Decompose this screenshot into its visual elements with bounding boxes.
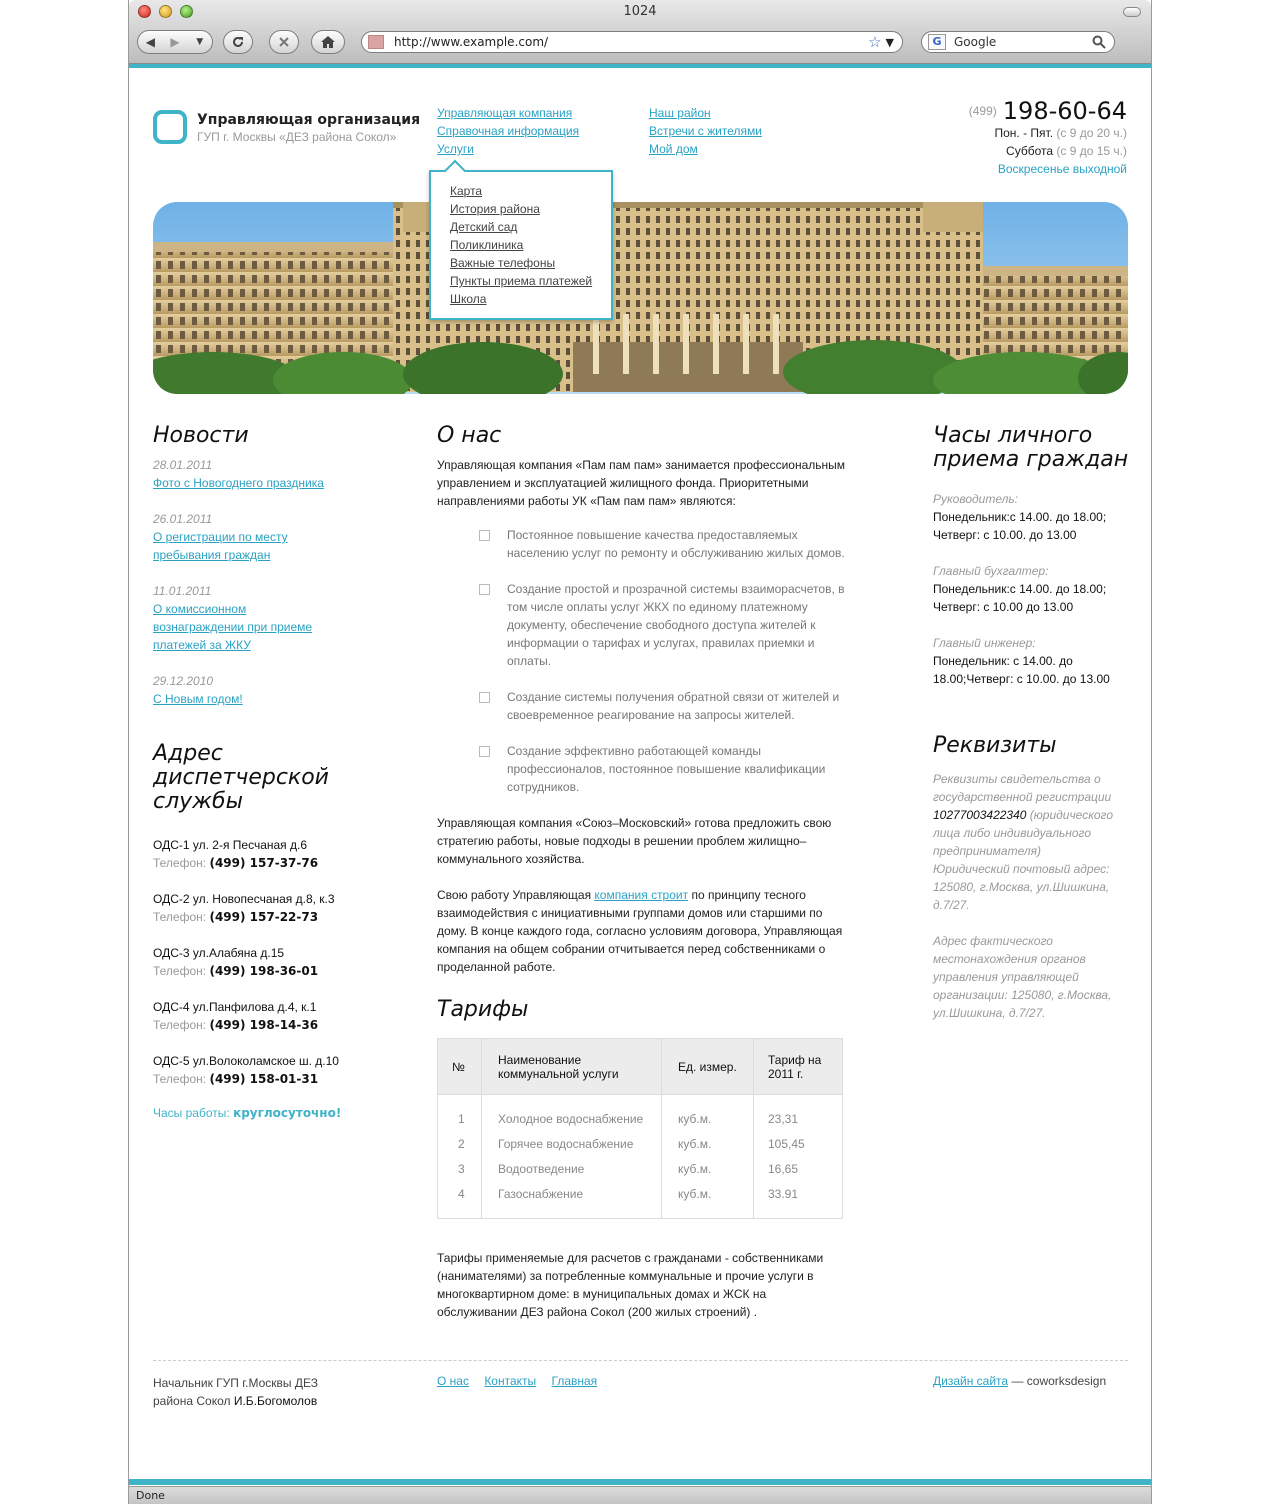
dispatch-office: ОДС-5 ул.Волоколамское ш. д.10 Телефон: (499) 158-01-31 — [153, 1054, 339, 1086]
favicon-icon — [368, 35, 384, 49]
nav-link-services[interactable]: Услуги — [437, 142, 474, 156]
reload-button[interactable] — [223, 30, 253, 54]
toolbar-toggle-button[interactable] — [1123, 7, 1141, 17]
design-link[interactable]: Дизайн сайта — [933, 1374, 1009, 1388]
news-date: 11.01.2011 — [153, 584, 212, 598]
tariffs-table — [437, 1038, 843, 1219]
about-bullet: Создание эффективно работающей команды профессионалов, постоянное повышение квалификации сотрудников. — [437, 742, 847, 796]
back-arrow-icon[interactable]: ◀ — [145, 35, 155, 49]
reception-role: Руководитель: — [933, 492, 1019, 506]
news-heading: Новости — [153, 423, 249, 448]
status-bar: Done — [129, 1486, 1151, 1504]
nav-link-my-home[interactable]: Мой дом — [649, 142, 698, 156]
dropdown-item-school[interactable]: Школа — [450, 292, 487, 306]
dispatch-hours: Часы работы: круглосуточно! — [153, 1106, 342, 1120]
window-title: 1024 — [623, 4, 657, 19]
col-header: Тариф на 2011 г. — [754, 1039, 843, 1095]
main-column — [437, 424, 847, 1339]
col-header: Ед. измер. — [662, 1039, 754, 1095]
footer-nav — [437, 1374, 609, 1388]
about-bullet: Постоянное повышение качества предоставляемых населению услуг по ремонту и обслуживанию жилых домов. — [437, 526, 847, 562]
tariffs-note: Тарифы применяемые для расчетов с гражданами - собственниками (нанимателями) за потребленные коммунальные и прочие услуги в многоквартирном доме: в муниципальных домах и ЖСК на обслуживании ДЕЗ района Сокол (200 жилых строений) . — [437, 1251, 824, 1319]
history-dropdown-icon[interactable]: ▼ — [196, 37, 204, 47]
address-bar[interactable] — [361, 31, 903, 53]
dispatch-office: ОДС-3 ул.Алабяна д.15 Телефон: (499) 198-36-01 — [153, 946, 319, 978]
logo-icon[interactable] — [153, 110, 187, 144]
dropdown-item-map[interactable]: Карта — [450, 184, 483, 198]
about-paragraph: Управляющая компания «Союз–Московский» готова предложить свою стратегию работы, новые подходы в решении проблем жилищно–коммунального хозяйства. — [437, 816, 832, 866]
stop-icon — [278, 36, 290, 48]
news-link[interactable]: Фото с Новогоднего праздника — [153, 476, 324, 490]
news-list — [153, 456, 403, 708]
news-date: 26.01.2011 — [153, 512, 213, 526]
reception-role: Главный инженер: — [933, 636, 1036, 650]
news-item — [153, 582, 403, 654]
col-header: Наименование коммунальной услуги — [482, 1039, 662, 1095]
requisites-heading: Реквизиты — [933, 733, 1057, 758]
reception-hours: Понедельник:с 14.00. до 18.00; Четверг: с 10.00. до 13.00 — [933, 510, 1107, 542]
about-heading: О нас — [437, 423, 502, 448]
schedule-sunday: Воскресенье выходной — [997, 162, 1127, 176]
forward-arrow-icon[interactable]: ▶ — [170, 35, 180, 49]
schedule-weekdays: Пон. - Пят. (с 9 до 20 ч.) — [994, 126, 1127, 140]
org-subtitle: ГУП г. Москвы «ДЕЗ района Сокол» — [197, 130, 397, 144]
nav-link-reference[interactable]: Справочная информация — [437, 124, 580, 138]
about-intro: Управляющая компания «Пам пам пам» занимается профессиональным управлением и эксплуатацией жилищного фонда. Приоритетными направлениями работы УК «Пам пам пам» являются: — [437, 458, 846, 508]
url-text[interactable]: http://www.example.com/ — [394, 35, 549, 49]
tariffs-heading: Тарифы — [437, 997, 529, 1022]
table-row: 4 Газоснабжение куб.м. 33.91 — [438, 1182, 843, 1219]
dropdown-item-clinic[interactable]: Поликлиника — [450, 238, 524, 252]
contact-phone-block — [968, 97, 1127, 178]
top-accent-bar — [129, 64, 1151, 68]
col-header: № — [438, 1039, 482, 1095]
news-link[interactable]: О регистрации по месту пребывания граждан — [153, 530, 288, 562]
history-nav-group — [137, 30, 213, 54]
nav-link-company[interactable]: Управляющая компания — [437, 106, 573, 120]
table-row: 2 Горячее водоснабжение куб.м. 105,45 — [438, 1132, 843, 1157]
bottom-accent-bar — [129, 1479, 1151, 1485]
right-column — [933, 424, 1133, 1022]
footer-divider — [153, 1360, 1128, 1361]
schedule-saturday: Суббота (с 9 до 15 ч.) — [1006, 144, 1127, 158]
news-link[interactable]: С Новым годом! — [153, 692, 243, 706]
dispatch-office: ОДС-1 ул. 2-я Песчаная д.6 Телефон: (499) 157-37-76 — [153, 838, 319, 870]
news-date: 29.12.2010 — [153, 674, 214, 688]
footer-link-home[interactable]: Главная — [551, 1374, 598, 1388]
services-dropdown-menu — [429, 170, 613, 320]
dropdown-item-kindergarten[interactable]: Детский сад — [450, 220, 518, 234]
reception-hours: Понедельник: с 14.00. до 18.00;Четверг: с 10.00. до 13.00 — [933, 654, 1110, 686]
about-paragraph-work: Свою работу Управляющая компания строит по принципу тесного взаимодействия с инициативными группами домов или старшими по дому. В конце каждого года, согласно условиям договора, Управляющая компания на общем собрании отчитывается перед собственниками о проделанной работе. — [437, 888, 843, 974]
news-item — [153, 510, 403, 564]
news-date: 28.01.2011 — [153, 458, 213, 472]
requisites-certificate: Реквизиты свидетельства о государственной регистрации 1027700342234​0 (юридического лица либо индивидуального предпринимателя) — [933, 772, 1114, 858]
news-link[interactable]: О комиссионном вознаграждении при приеме платежей за ЖКУ — [153, 602, 313, 652]
nav-link-meetings[interactable]: Встречи с жителями — [649, 124, 762, 138]
search-box[interactable] — [921, 31, 1115, 53]
hero-building-image — [153, 202, 1128, 394]
about-bullet: Создание простой и прозрачной системы взаиморасчетов, в том числе оплаты услуг ЖКХ по единому платежному документу, обеспечение свободного доступа жителей к информации о тарифах и услугах, правилах приемки и оплаты. — [437, 580, 847, 670]
table-row: 1 Холодное водоснабжение куб.м. 23,31 — [438, 1095, 843, 1132]
phone-code: (499) — [968, 104, 997, 118]
nav-link-district[interactable]: Наш район — [649, 106, 711, 120]
browser-toolbar — [129, 0, 1151, 64]
search-input[interactable]: Google — [954, 35, 997, 49]
reception-role: Главный бухгалтер: — [933, 564, 1049, 578]
left-column — [153, 424, 403, 1120]
google-engine-icon[interactable]: G — [928, 34, 946, 50]
footer-design: Дизайн сайта — coworksdesign — [933, 1374, 1107, 1388]
news-item — [153, 672, 403, 708]
org-title: Управляющая организация — [197, 112, 421, 128]
dispatch-heading: Адрес диспетчерской службы — [153, 741, 329, 814]
main-nav-col2 — [649, 104, 762, 158]
requisites-actual-address: Адрес фактического местонахождения органов управления управляющей организации: 125080, г.Москва, ул.Шишкина, д.7/27. — [933, 934, 1112, 1020]
dropdown-item-payment-points[interactable]: Пункты приема платежей — [450, 274, 593, 288]
dropdown-item-history[interactable]: История района — [450, 202, 540, 216]
home-icon — [320, 35, 336, 49]
phone-number: 198-60-64 — [1002, 97, 1127, 125]
dispatch-office: ОДС-4 ул.Панфилова д.4, к.1 Телефон: (499) 198-14-36 — [153, 1000, 319, 1032]
main-nav-col1 — [437, 104, 579, 158]
home-button[interactable] — [311, 30, 345, 54]
table-row: 3 Водоотведение куб.м. 16,65 — [438, 1157, 843, 1182]
dispatch-section — [153, 742, 403, 1120]
dispatch-office: ОДС-2 ул. Новопесчаная д.8, к.3 Телефон: (499) 157-22-73 — [153, 892, 335, 924]
footer-credit: Начальник ГУП г.Москвы ДЕЗ района Сокол И.Б.Богомолов — [153, 1376, 318, 1408]
about-bullets — [437, 526, 847, 796]
search-icon[interactable] — [1092, 35, 1106, 49]
bookmark-star-icon[interactable]: ☆ — [868, 33, 882, 51]
footer-link-about[interactable]: О нас — [437, 1374, 469, 1388]
url-dropdown-icon[interactable]: ▼ — [885, 35, 894, 49]
footer-link-contacts[interactable]: Контакты — [484, 1374, 537, 1388]
reload-icon — [231, 35, 245, 49]
news-item — [153, 456, 403, 492]
reception-heading: Часы личного приема граждан — [933, 423, 1129, 472]
reception-hours: Понедельник:с 14.00. до 18.00; Четверг: с 10.00 до 13.00 — [933, 582, 1107, 614]
requisites-postal-address: Юридический почтовый адрес: 125080, г.Москва, ул.Шишкина, д.7/27. — [933, 862, 1110, 912]
table-header-row — [438, 1039, 843, 1095]
stop-button[interactable] — [269, 30, 299, 54]
requisites-section — [933, 734, 1133, 1022]
dropdown-item-phones[interactable]: Важные телефоны — [450, 256, 556, 270]
browser-window — [128, 0, 1152, 1504]
about-bullet: Создание системы получения обратной связи от жителей и своевременное реагирование на запросы жителей. — [437, 688, 847, 724]
company-link[interactable]: компания строит — [594, 888, 689, 902]
